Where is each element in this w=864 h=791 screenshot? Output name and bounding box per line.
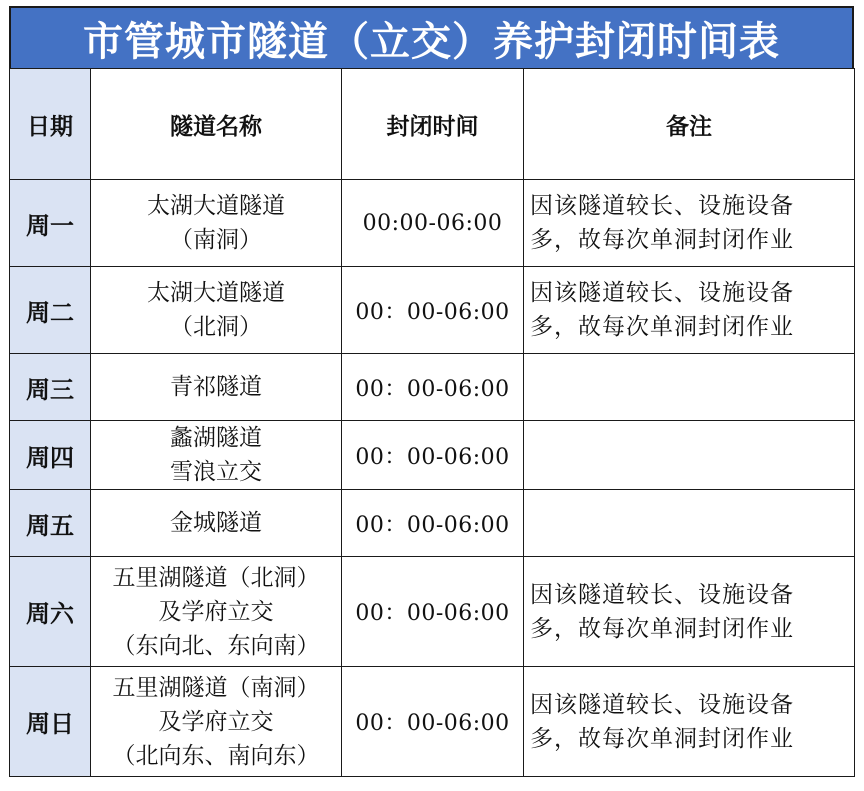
table-row [10,354,855,421]
page-title: 市管城市隧道（立交）养护封闭时间表 [9,6,854,68]
closure-time-cell: 00：00-06:00 [342,667,524,777]
tunnel-name-line: （东向北、东向南） [112,632,320,659]
tunnel-name-line: 五里湖隧道（北洞） [112,564,320,591]
note-line: 多，故每次单洞封闭作业 [530,314,794,340]
note-line: 多，故每次单洞封闭作业 [530,615,794,642]
tunnel-name-line: 太湖大道隧道 [147,193,285,219]
column-header-time: 封闭时间 [342,69,524,180]
tunnel-name-line: 太湖大道隧道 [147,280,285,306]
note-cell [524,354,855,421]
table-row [10,490,855,557]
note-cell [524,557,855,667]
tunnel-name-line: （北洞） [170,314,262,340]
day-cell: 周二 [10,267,91,354]
note-cell [524,490,855,557]
tunnel-name-line: 雪浪立交 [170,459,262,485]
tunnel-name-line: 青祁隧道 [170,374,262,400]
tunnel-name-cell [91,667,342,777]
tunnel-name-line: 蠡湖隧道 [170,425,262,451]
note-line: 因该隧道较长、设施设备 [530,581,794,608]
note-line: 因该隧道较长、设施设备 [530,193,794,219]
tunnel-name-cell [91,267,342,354]
note-line: 多，故每次单洞封闭作业 [530,725,794,752]
tunnel-name-cell [91,557,342,667]
column-header-day: 日期 [10,69,91,180]
note-line: 多，故每次单洞封闭作业 [530,227,794,253]
table-row [10,667,855,777]
day-cell: 周四 [10,421,91,490]
closure-time-cell: 00：00-06:00 [342,421,524,490]
note-cell [524,267,855,354]
table-row [10,267,855,354]
tunnel-name-cell [91,354,342,421]
day-cell: 周一 [10,180,91,267]
tunnel-name-line: （南洞） [170,227,262,253]
closure-time-cell: 00：00-06:00 [342,267,524,354]
note-cell [524,180,855,267]
closure-time-cell: 00：00-06:00 [342,557,524,667]
day-cell: 周三 [10,354,91,421]
tunnel-name-line: 及学府立交 [158,598,274,625]
tunnel-name-line: 及学府立交 [158,708,274,735]
column-header-note: 备注 [524,69,855,180]
tunnel-name-line: （北向东、南向东） [112,742,320,769]
day-cell: 周日 [10,667,91,777]
schedule-table [9,68,855,777]
note-cell [524,667,855,777]
tunnel-name-line: 金城隧道 [170,510,262,536]
table-row [10,180,855,267]
column-header-name: 隧道名称 [91,69,342,180]
tunnel-name-cell [91,180,342,267]
tunnel-name-line: 五里湖隧道（南洞） [112,674,320,701]
table-row [10,557,855,667]
day-cell: 周五 [10,490,91,557]
tunnel-name-cell [91,490,342,557]
closure-time-cell: 00：00-06:00 [342,354,524,421]
note-cell [524,421,855,490]
header-row [10,69,855,180]
closure-schedule-sheet [9,6,854,777]
note-line: 因该隧道较长、设施设备 [530,280,794,306]
table-row [10,421,855,490]
closure-time-cell: 00:00-06:00 [342,180,524,267]
day-cell: 周六 [10,557,91,667]
note-line: 因该隧道较长、设施设备 [530,691,794,718]
tunnel-name-cell [91,421,342,490]
closure-time-cell: 00：00-06:00 [342,490,524,557]
